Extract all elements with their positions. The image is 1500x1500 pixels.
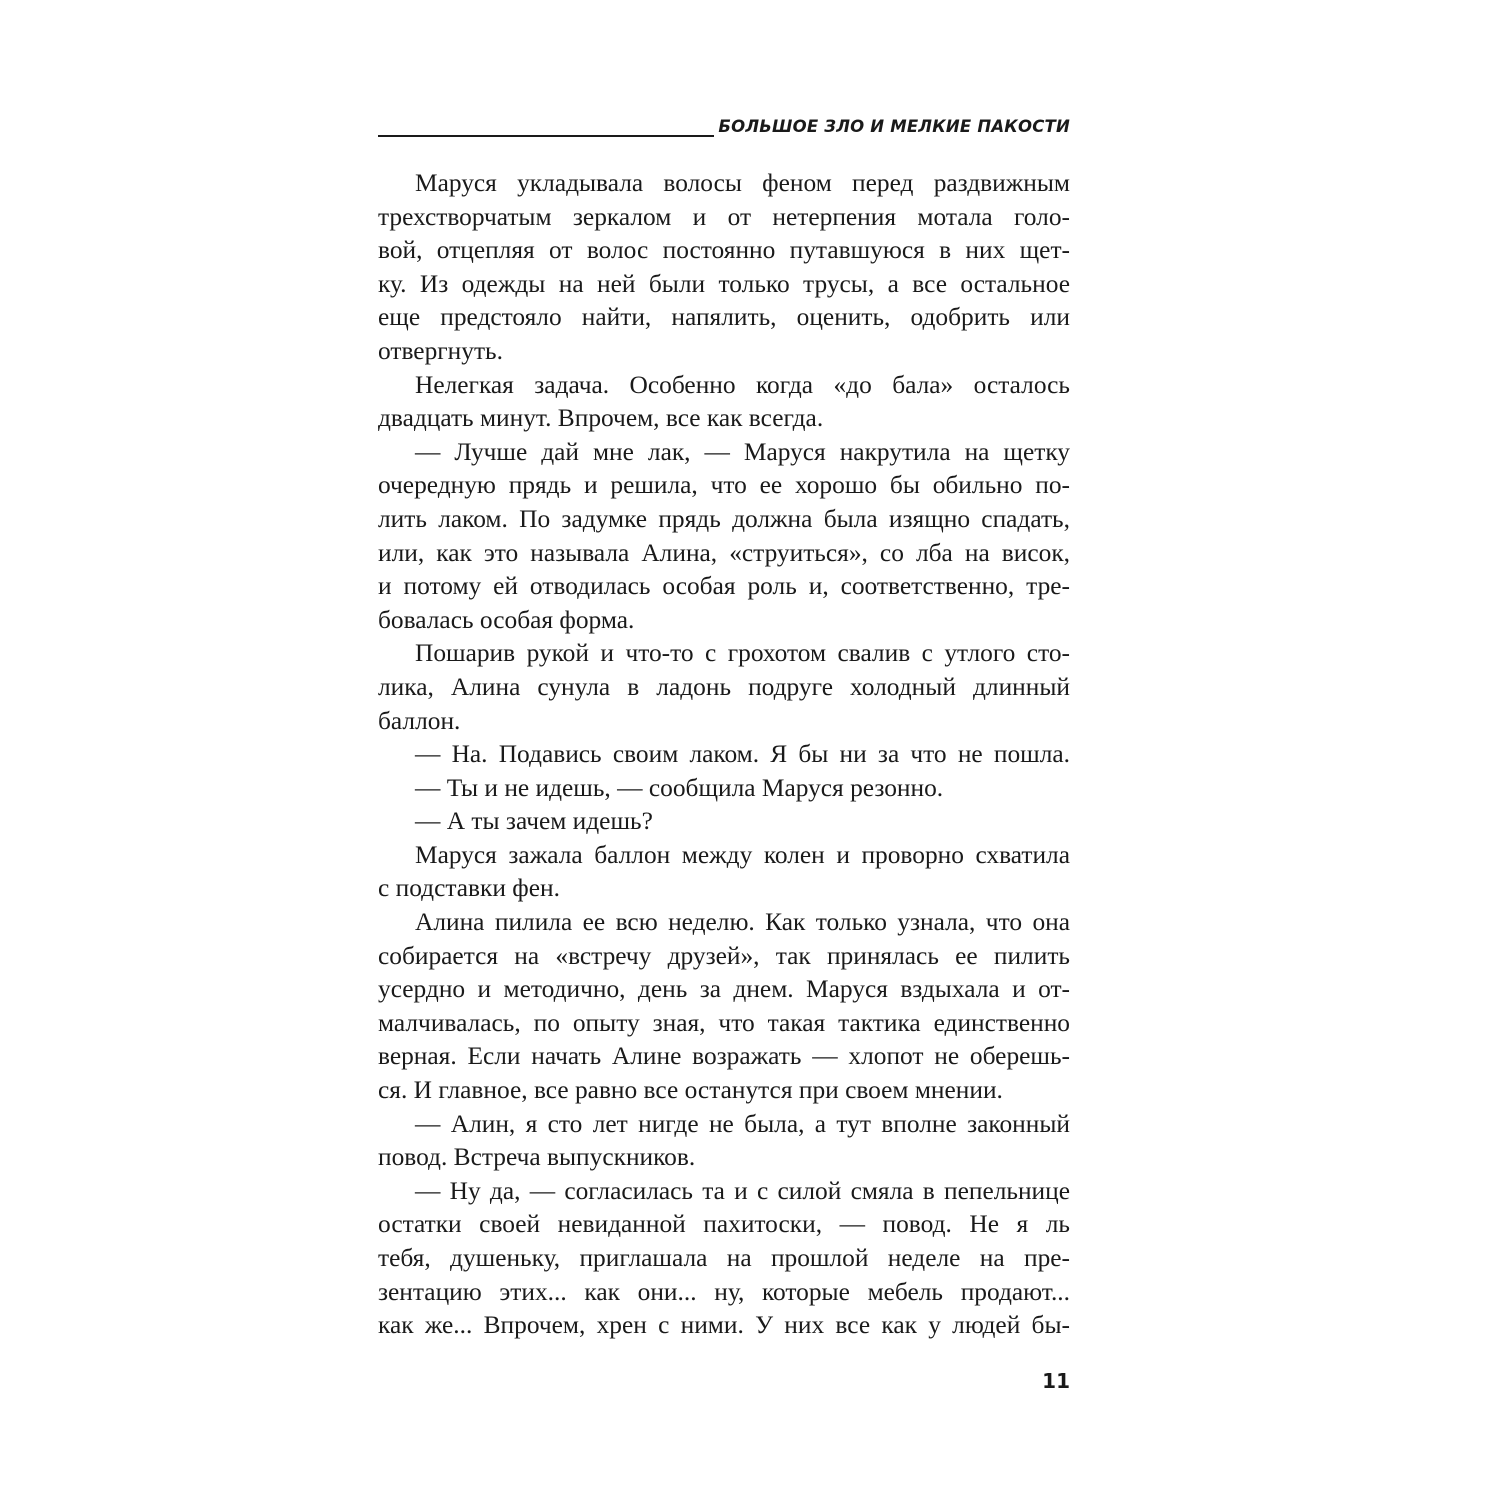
- text-line: с подставки фен.: [378, 874, 560, 903]
- text-line: Нелегкая задача. Особенно когда «до бала» осталось: [415, 370, 1070, 399]
- text-line: Пошарив рукой и что-то с грохотом свалив с утлого сто-: [415, 639, 1070, 668]
- text-line: лить лаком. По задумке прядь должна была изящно спадать,: [378, 504, 1070, 533]
- text-line: и потому ей отводилась особая роль и, соответственно, тре-: [378, 572, 1070, 601]
- text-line: вой, отцепляя от волос постоянно путавшуюся в них щет-: [378, 236, 1070, 265]
- text-line: Маруся укладывала волосы феном перед раздвижным: [415, 169, 1070, 197]
- text-line: — Лучше дай мне лак, — Маруся накрутила на щетку: [415, 437, 1070, 466]
- text-line: ся. И главное, все равно все останутся при своем мнении.: [378, 1076, 1003, 1105]
- text-line: двадцать минут. Впрочем, все как всегда.: [378, 404, 824, 433]
- text-line: лика, Алина сунула в ладонь подруге холодный длинный: [378, 672, 1070, 701]
- text-line: Маруся зажала баллон между колен и проворно схватила: [415, 840, 1070, 869]
- text-line: остатки своей невиданной пахитоски, — повод. Не я ль: [378, 1210, 1070, 1239]
- text-line: малчивалась, по опыту зная, что такая тактика единственно: [378, 1008, 1070, 1037]
- text-line: усердно и методично, день за днем. Маруся вздыхала и от-: [378, 975, 1070, 1004]
- text-line: ку. Из одежды на ней были только трусы, а все остальное: [378, 269, 1070, 298]
- text-line: — А ты зачем идешь?: [415, 807, 653, 836]
- text-line: верная. Если начать Алине возражать — хлопот не оберешь-: [378, 1042, 1070, 1071]
- text-line: повод. Встреча выпускников.: [378, 1143, 696, 1172]
- text-line: Алина пилила ее всю неделю. Как только узнала, что она: [415, 908, 1070, 937]
- text-line: еще предстояло найти, напялить, оценить, одобрить или: [378, 303, 1070, 332]
- text-line: очередную прядь и решила, что ее хорошо бы обильно по-: [378, 471, 1070, 500]
- text-line: баллон.: [378, 706, 461, 735]
- text-line: как же... Впрочем, хрен с ними. У них все как у людей бы-: [378, 1311, 1070, 1340]
- text-line: собирается на «встречу друзей», так принялась ее пилить: [378, 941, 1070, 970]
- text-line: — Ну да, — согласилась та и с силой смяла в пепельнице: [415, 1176, 1070, 1205]
- body-text: [378, 167, 1070, 1343]
- text-line: тебя, душеньку, приглашала на прошлой неделе на пре-: [378, 1244, 1070, 1272]
- text-line: отвергнуть.: [378, 336, 503, 365]
- text-line: — Ты и не идешь, — сообщила Маруся резонно.: [415, 773, 944, 802]
- text-line: трехстворчатым зеркалом и от нетерпения мотала голо-: [378, 202, 1070, 231]
- text-line: зентацию этих... как они... ну, которые мебель продают...: [378, 1277, 1070, 1306]
- text-line: или, как это называла Алина, «струиться», со лба на висок,: [378, 538, 1070, 567]
- running-header: [378, 117, 1070, 147]
- text-line: — Алин, я сто лет нигде не была, а тут вполне законный: [415, 1109, 1070, 1138]
- page-number: 11: [1042, 1369, 1070, 1393]
- header-rule: [378, 135, 714, 137]
- text-line: бовалась особая форма.: [378, 605, 635, 634]
- text-line: — На. Подавись своим лаком. Я бы ни за что не пошла.: [415, 740, 1070, 769]
- running-head-title: БОЛЬШОЕ ЗЛО И МЕЛКИЕ ПАКОСТИ: [718, 117, 1070, 136]
